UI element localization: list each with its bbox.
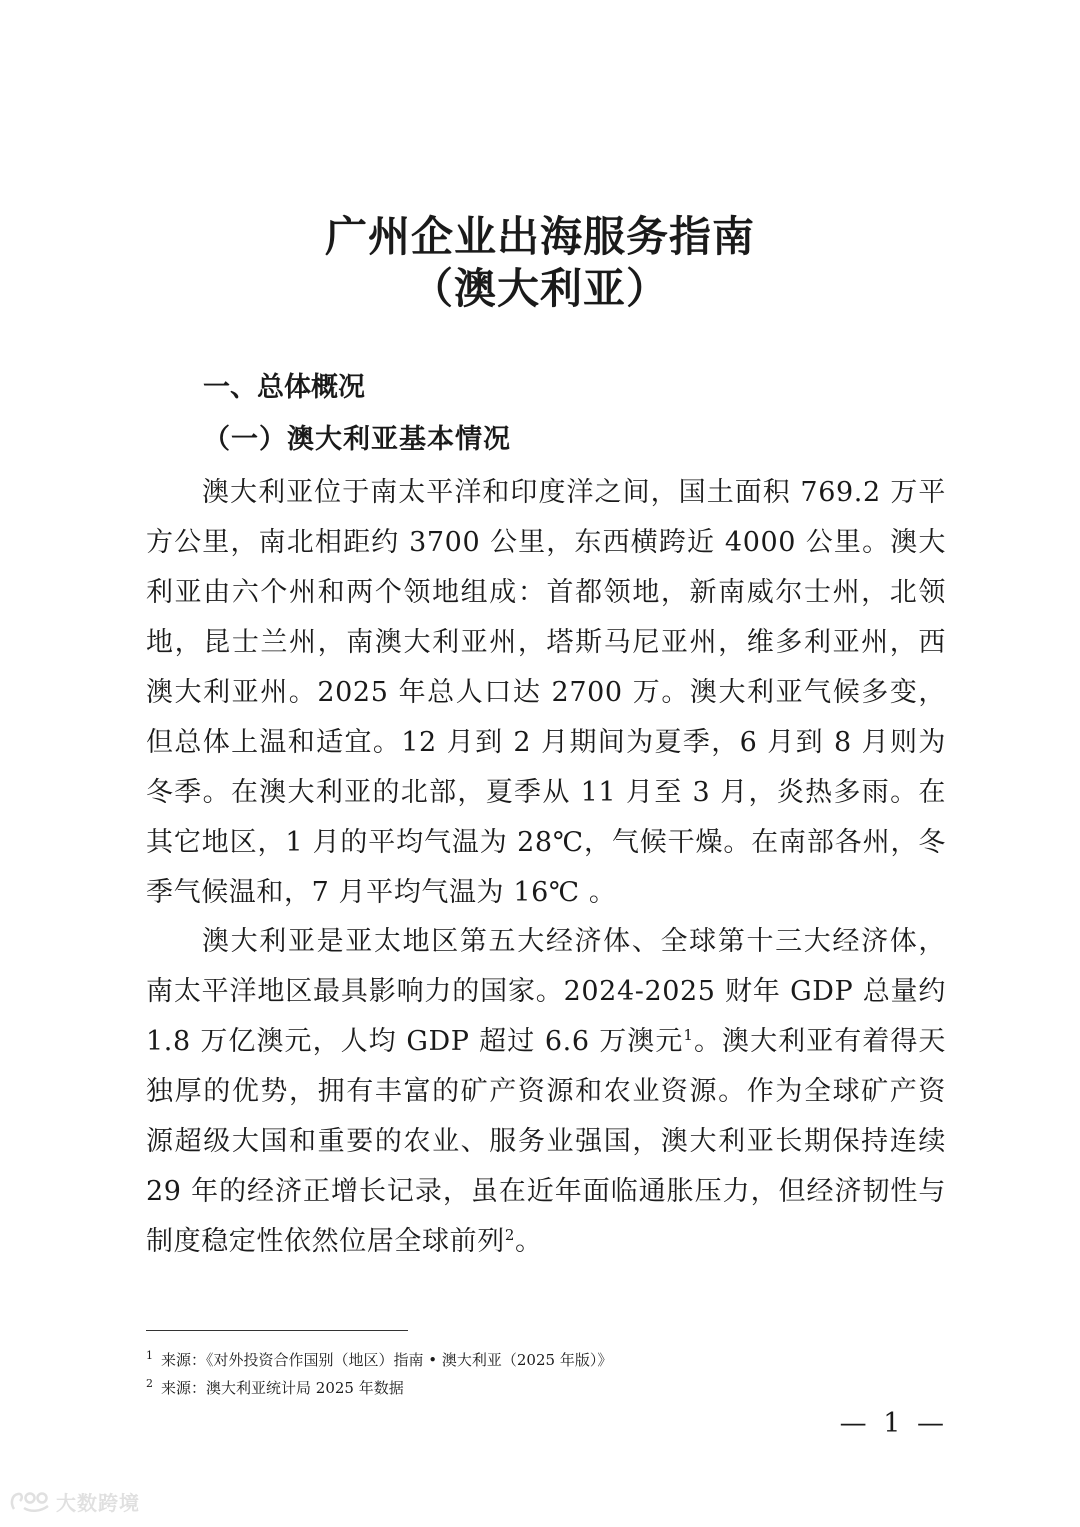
document-title: 广州企业出海服务指南 (324, 212, 755, 261)
footnote-text: 来源：澳大利亚统计局 2025 年数据 (161, 1379, 404, 1397)
paragraph-text: 。澳大利亚有着得天独厚的优势，拥有丰富的矿产资源和农业资源。作为全球矿产资源超级大国和重要的农业、服务业强国，澳大利亚长期保持连续 29 年的经济正增长记录，虽在近年面临通胀压力，但经济韧性与制度稳定性依然位居全球前列 (146, 1026, 946, 1257)
footnote-1 (146, 1345, 612, 1371)
footnote-divider (146, 1330, 408, 1331)
document-subtitle: （澳大利亚） (410, 264, 669, 313)
section-heading: 一、总体概况 (203, 372, 365, 403)
section-subheading: （一）澳大利亚基本情况 (203, 424, 511, 455)
footnote-number: 1 (146, 1349, 153, 1362)
footnote-ref-2: 2 (504, 1226, 515, 1244)
footnote-number: 2 (146, 1377, 153, 1390)
paragraph-text: 。 (514, 1226, 543, 1257)
body-paragraph-2 (146, 917, 946, 1267)
footnote-2 (146, 1373, 404, 1399)
footnote-text: 来源：《对外投资合作国别（地区）指南 • 澳大利亚（2025 年版）》 (161, 1351, 613, 1369)
page-number: — 1 — (839, 1408, 948, 1439)
body-paragraph-1: 澳大利亚位于南太平洋和印度洋之间，国土面积 769.2 万平方公里，南北相距约 3700 公里，东西横跨近 4000 公里。澳大利亚由六个州和两个领地组成：首都领地，新南威尔士州，北领地，昆士兰州，南澳大利亚州，塔斯马尼亚州，维多利亚州，西澳大利亚州。2025 年总人口达 2700 万。澳大利亚气候多变，但总体上温和适宜。12 月到 2 月期间为夏季，6 月到 8 月则为冬季。在澳大利亚的北部，夏季从 11 月至 3 月，炎热多雨。在其它地区，1 月的平均气温为 28℃，气候干燥。在南部各州，冬季气候温和，7 月平均气温为 16℃ 。 (146, 477, 946, 908)
watermark-text: 大数跨境 (56, 1491, 140, 1515)
brand-logo-icon (8, 1489, 52, 1515)
watermark (8, 1487, 140, 1516)
paragraph-text: 澳大利亚是亚太地区第五大经济体、全球第十三大经济体，南太平洋地区最具影响力的国家。2024-2025 财年 GDP 总量约 1.8 万亿澳元，人均 GDP 超过 6.6 万澳元 (146, 926, 946, 1057)
footnote-ref-1: 1 (683, 1026, 694, 1044)
